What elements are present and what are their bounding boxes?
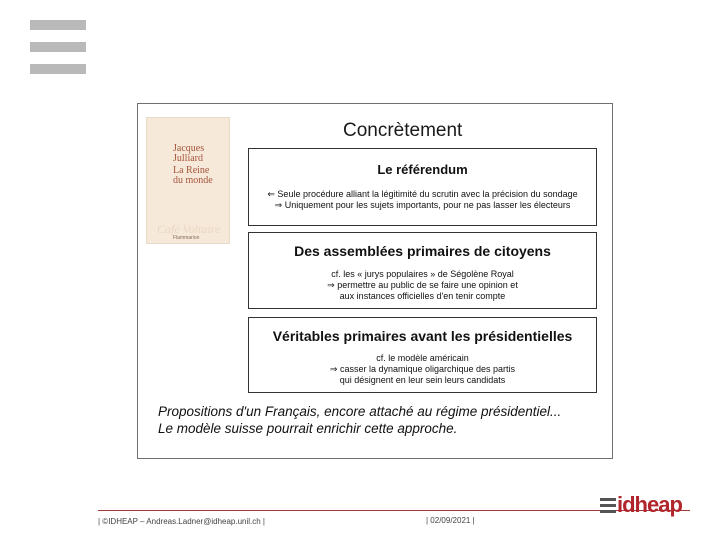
box-primaires — [248, 317, 597, 393]
box-line: aux instances officielles d'en tenir compte — [339, 291, 506, 301]
footer-copyright: | ©IDHEAP – Andreas.Ladner@idheap.unil.ch | — [98, 517, 266, 526]
book-series: Café Voltaire — [157, 222, 221, 236]
box-line: ⇒ Uniquement pour les sujets importants, pour ne pas lasser les électeurs — [274, 200, 571, 210]
box-line: ⇐ Seule procédure alliant la légitimité du scrutin avec la précision du sondage — [267, 189, 578, 199]
menu-bar — [30, 64, 86, 74]
book-publisher: Flammarion — [173, 235, 200, 241]
book-author-line: Jacques — [173, 143, 205, 154]
menu-bar — [30, 42, 86, 52]
slide-title: Concrètement — [343, 120, 463, 141]
logo-text: idheap — [617, 492, 682, 517]
logo-bars-icon — [600, 498, 616, 514]
box-heading: Le référendum — [377, 162, 468, 177]
proposition-line: Le modèle suisse pourrait enrichir cette approche. — [158, 421, 458, 436]
menu-bar — [30, 20, 86, 30]
book-title-line: du monde — [173, 175, 213, 186]
box-line: cf. les « jurys populaires » de Ségolène Royal — [331, 269, 514, 279]
box-assemblees — [248, 232, 597, 309]
slide-image — [137, 103, 613, 459]
box-line: cf. le modèle américain — [376, 353, 469, 363]
box-heading: Des assemblées primaires de citoyens — [294, 243, 551, 259]
box-line: ⇒ permettre au public de se faire une opinion et — [327, 280, 518, 290]
hamburger-icon[interactable] — [30, 20, 86, 76]
book-author-line: Julliard — [173, 153, 203, 164]
box-referendum — [248, 148, 597, 226]
book-title — [173, 166, 213, 186]
proposition-line: Propositions d'un Français, encore attaché au régime présidentiel... — [158, 404, 562, 419]
book-author — [173, 144, 204, 164]
footer-date: | 02/09/2021 | — [426, 516, 475, 525]
box-line: qui désignent en leur sein leurs candidats — [339, 375, 506, 385]
book-title-line: La Reine — [173, 165, 210, 176]
box-heading: Véritables primaires avant les présidentielles — [272, 328, 573, 344]
book-cover — [146, 117, 230, 244]
proposition-text — [158, 403, 561, 437]
box-line: ⇒ casser la dynamique oligarchique des partis — [329, 364, 516, 374]
